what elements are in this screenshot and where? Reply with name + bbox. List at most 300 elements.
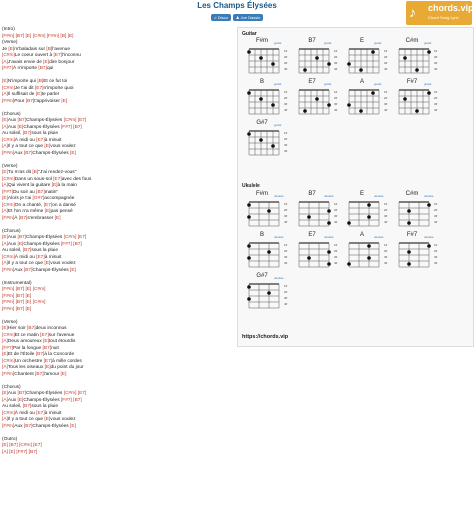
- fret-number: 2fr: [434, 96, 438, 100]
- chord-token[interactable]: [E]: [24, 287, 32, 292]
- chord-token[interactable]: [E]: [2, 391, 8, 396]
- chord-token[interactable]: [B7]: [73, 124, 82, 130]
- chord-token[interactable]: [F#7]: [2, 345, 13, 351]
- chord-diagram[interactable]: [294, 232, 339, 272]
- lyric-text: accompagnée: [44, 196, 75, 201]
- chord-token[interactable]: [B7]: [38, 66, 47, 71]
- chord-token[interactable]: [B7]: [22, 404, 32, 409]
- chord-token[interactable]: [B7]: [36, 189, 45, 195]
- finger-dot: [407, 250, 411, 254]
- chord-token[interactable]: [B]: [46, 46, 53, 52]
- chord-token[interactable]: [E7]: [77, 235, 87, 240]
- chord-token[interactable]: [F#m]: [2, 371, 15, 377]
- chord-diagram[interactable]: [244, 232, 289, 272]
- finger-dot: [327, 262, 331, 266]
- chord-token[interactable]: [E7]: [77, 118, 87, 123]
- chord-token[interactable]: [E7]: [36, 137, 45, 143]
- chord-token[interactable]: [E7]: [36, 254, 45, 260]
- chord-token[interactable]: [F#m]: [2, 215, 15, 221]
- chord-token[interactable]: [E7]: [53, 53, 63, 58]
- chord-token[interactable]: [C#m]: [31, 300, 46, 305]
- chord-token[interactable]: [B]: [37, 79, 44, 84]
- chord-token[interactable]: [E]: [2, 326, 8, 331]
- chord-token[interactable]: [E]: [35, 92, 42, 97]
- fret-number: 3fr: [434, 214, 438, 218]
- chord-token[interactable]: [B7]: [23, 150, 33, 156]
- finger-dot: [371, 91, 375, 95]
- finger-dot: [415, 109, 419, 113]
- chord-token[interactable]: [A]: [2, 209, 8, 214]
- fretboard: [296, 199, 332, 229]
- artist-tag-label: Joe Dassin: [240, 15, 261, 20]
- lyric-text: Champs-Élysées: [23, 241, 61, 247]
- chord-token[interactable]: [F#m]: [2, 423, 15, 429]
- fret-number: 2fr: [384, 96, 388, 100]
- chord-token[interactable]: [E]: [70, 267, 76, 273]
- chord-instrument-link[interactable]: ukulele: [274, 276, 284, 280]
- chord-instrument-link[interactable]: guitar: [274, 123, 282, 127]
- finger-dot: [347, 62, 351, 66]
- fret-number: 2fr: [284, 208, 288, 212]
- chord-token[interactable]: [B7]: [14, 306, 25, 312]
- chord-instrument-link[interactable]: ukulele: [374, 235, 384, 239]
- chord-instrument-link[interactable]: guitar: [424, 82, 432, 86]
- chord-token[interactable]: [B]: [59, 33, 67, 39]
- finger-dot: [247, 50, 251, 54]
- chord-token[interactable]: [E]: [24, 33, 32, 39]
- chord-instrument-link[interactable]: ukulele: [374, 194, 384, 198]
- chord-token[interactable]: [E]: [8, 46, 15, 52]
- chord-token[interactable]: [B7]: [25, 98, 35, 104]
- fret-number: 4fr: [334, 261, 338, 265]
- finger-dot: [367, 244, 371, 248]
- lyric-text: Aux: [7, 118, 18, 123]
- finger-dot: [259, 56, 263, 60]
- lyric-text: vous voulez: [50, 261, 76, 266]
- lyric-text: l'inconnu: [62, 53, 81, 58]
- chord-diagram[interactable]: [294, 38, 339, 78]
- chord-token[interactable]: [F#m]: [2, 300, 15, 305]
- finger-dot: [303, 68, 307, 72]
- chord-instrument-link[interactable]: ukulele: [424, 235, 434, 239]
- chord-diagram[interactable]: [344, 38, 389, 78]
- finger-dot: [367, 256, 371, 260]
- fret-numbers: [384, 242, 388, 266]
- finger-dot: [415, 68, 419, 72]
- lyric-text: Champs-Élysées: [26, 118, 64, 123]
- chord-diagram[interactable]: [244, 273, 289, 313]
- page-header: [0, 0, 474, 26]
- finger-dot: [347, 262, 351, 266]
- chord-token[interactable]: [E7]: [40, 332, 49, 338]
- chord-name: B7: [308, 38, 316, 44]
- chord-token[interactable]: [C#m]: [31, 33, 46, 39]
- chord-token[interactable]: [C#m]: [17, 443, 32, 448]
- fret-number: 3fr: [434, 61, 438, 65]
- chord-token[interactable]: [F#m]: [2, 293, 15, 299]
- lyric-text: Aux: [7, 124, 18, 130]
- lyric-text: l'amour: [43, 371, 61, 377]
- chord-token[interactable]: [C#m]: [63, 235, 77, 240]
- chord-name: C#m: [405, 191, 419, 197]
- chord-token[interactable]: [C#m]: [2, 332, 15, 338]
- fret-number: 3fr: [284, 143, 288, 147]
- lyric-text: on a dansé: [52, 202, 76, 208]
- lyric-text: Qui vivent la guitare: [7, 183, 52, 188]
- lyric-text: sous la pluie: [31, 248, 59, 253]
- chord-token[interactable]: [E]: [17, 397, 24, 403]
- chord-token[interactable]: [C#m]: [2, 358, 15, 364]
- chord-name: E: [359, 38, 364, 44]
- chord-token[interactable]: [E]: [70, 423, 76, 429]
- fretboard: [246, 46, 282, 76]
- finger-dot: [407, 209, 411, 213]
- fret-numbers: [334, 242, 338, 266]
- chord-token[interactable]: [B7]: [18, 215, 28, 221]
- chord-token[interactable]: [E]: [43, 339, 49, 344]
- lyric-text: Du soir au: [12, 189, 37, 195]
- chord-token[interactable]: [A]: [2, 241, 8, 247]
- chord-instrument-link[interactable]: ukulele: [424, 194, 434, 198]
- chord-token[interactable]: [F#m]: [2, 150, 15, 156]
- lyric-text: Un orchestre: [14, 358, 44, 364]
- finger-dot: [327, 62, 331, 66]
- lyric-text: Champs-Élysées: [23, 397, 61, 403]
- lyric-line: [2, 450, 238, 457]
- chord-token[interactable]: [A]: [2, 124, 8, 130]
- fret-number: 2fr: [434, 55, 438, 59]
- chord-name: B: [259, 79, 264, 85]
- lyric-text: Aux: [14, 423, 24, 429]
- lyric-text: Aux: [7, 241, 18, 247]
- chord-token[interactable]: [F#m]: [2, 267, 15, 273]
- chord-token[interactable]: [A]: [2, 59, 8, 65]
- chord-token[interactable]: [E]: [2, 118, 8, 123]
- site-logo[interactable]: [406, 1, 472, 25]
- chord-instrument-link[interactable]: ukulele: [324, 194, 334, 198]
- chord-token[interactable]: [E]: [2, 79, 8, 84]
- finger-dot: [407, 221, 411, 225]
- chord-token[interactable]: [E7]: [34, 85, 44, 91]
- chord-token[interactable]: [B7]: [14, 33, 25, 39]
- chord-diagram[interactable]: [394, 232, 439, 272]
- fret-number: 2fr: [334, 55, 338, 59]
- chord-name: G#7: [256, 120, 268, 126]
- fret-number: 4fr: [434, 261, 438, 265]
- finger-dot: [271, 144, 275, 148]
- guitar-section-title: Guitar: [242, 31, 257, 37]
- chord-diagram[interactable]: [394, 79, 439, 119]
- chord-instrument-link[interactable]: ukulele: [274, 235, 284, 239]
- chord-token[interactable]: [A]: [2, 417, 8, 422]
- chord-token[interactable]: [B]: [32, 170, 39, 175]
- logo-text: chords.vip: [428, 3, 474, 13]
- fret-number: 3fr: [384, 255, 388, 259]
- lyric-text: à minuit: [44, 410, 62, 416]
- chord-token[interactable]: [C#m]: [2, 53, 15, 58]
- chord-token[interactable]: [E]: [61, 98, 68, 104]
- fretboard: [396, 46, 432, 76]
- lyric-text: Aux: [7, 391, 18, 396]
- lyric-text: Tu m'as dit: [7, 170, 33, 175]
- chord-token[interactable]: [E]: [24, 293, 32, 299]
- chord-instrument-link[interactable]: guitar: [274, 82, 282, 86]
- lyric-text: matin": [44, 189, 59, 195]
- lyric-text: (Verse): [2, 40, 18, 45]
- chord-diagram[interactable]: [294, 79, 339, 119]
- fret-number: 1fr: [334, 202, 338, 206]
- chord-diagram[interactable]: [244, 38, 289, 78]
- lyric-text: Champs-Élysées: [26, 235, 64, 240]
- fret-number: 1fr: [284, 49, 288, 53]
- chord-token[interactable]: [B7]: [27, 326, 36, 331]
- lyric-text: Je t'ai dit: [14, 85, 35, 91]
- chord-name: C#m: [405, 38, 419, 44]
- chord-token[interactable]: [E7]: [43, 202, 53, 208]
- chord-token[interactable]: [E]: [2, 443, 8, 448]
- lyric-text: Le coeur ouvert à: [14, 53, 54, 58]
- chord-token[interactable]: [E7]: [43, 358, 53, 364]
- chord-token[interactable]: [A]: [2, 397, 8, 403]
- chord-diagram[interactable]: [394, 38, 439, 78]
- fret-number: 1fr: [334, 243, 338, 247]
- lyric-text: (Outro): [2, 436, 18, 442]
- chord-token[interactable]: [E]: [17, 241, 24, 247]
- chord-token[interactable]: [C#m]: [2, 137, 15, 143]
- chord-token[interactable]: [E]: [44, 261, 51, 266]
- fretboard: [296, 87, 332, 117]
- lyric-text: Et ce fut toi: [43, 79, 68, 84]
- chord-token[interactable]: [E]: [2, 235, 8, 240]
- chord-token[interactable]: [E7]: [77, 391, 87, 396]
- chord-diagram[interactable]: [244, 79, 289, 119]
- chord-token[interactable]: [E]: [24, 300, 32, 305]
- chord-token[interactable]: [E]: [2, 170, 8, 175]
- chord-token[interactable]: [B7]: [27, 449, 38, 455]
- fret-number: 1fr: [434, 202, 438, 206]
- lyric-text: Il suffisait de: [7, 92, 36, 97]
- chord-token[interactable]: [E]: [2, 196, 8, 201]
- chord-diagram[interactable]: [294, 191, 339, 231]
- chord-token[interactable]: [C#m]: [63, 391, 77, 396]
- chord-token[interactable]: [E7]: [36, 410, 45, 416]
- chord-instrument-link[interactable]: guitar: [374, 41, 382, 45]
- chord-token[interactable]: [E]: [44, 144, 51, 149]
- chord-token[interactable]: [B7]: [23, 267, 33, 273]
- chord-token[interactable]: [E]: [44, 365, 51, 370]
- site-url[interactable]: https://chords.vip: [242, 334, 289, 340]
- finger-dot: [271, 103, 275, 107]
- chord-token[interactable]: [C#m]: [31, 287, 46, 292]
- chord-token[interactable]: [F#7]: [60, 124, 72, 130]
- chord-token[interactable]: [B7]: [17, 391, 27, 396]
- fretboard: [346, 46, 382, 76]
- fret-number: 1fr: [284, 243, 288, 247]
- lyric-text: l'avenue: [52, 46, 71, 52]
- chord-name: G#7: [256, 273, 268, 279]
- chord-token[interactable]: [A]: [2, 449, 8, 455]
- chord-token[interactable]: [E]: [60, 371, 67, 377]
- fret-number: 1fr: [434, 243, 438, 247]
- lyric-text: Champs-Élysées: [32, 150, 71, 156]
- chord-token[interactable]: [A]: [2, 92, 8, 97]
- chord-token[interactable]: [A]: [2, 183, 8, 188]
- chord-diagram[interactable]: [344, 79, 389, 119]
- lyric-text: Et ce matin: [14, 332, 41, 338]
- fret-number: 4fr: [384, 261, 388, 265]
- chord-token[interactable]: [B7]: [7, 443, 18, 448]
- finger-dot: [259, 138, 263, 142]
- finger-dot: [247, 297, 251, 301]
- lyric-text: deux inconnus: [35, 326, 67, 331]
- chord-token[interactable]: [F#7]: [15, 449, 28, 455]
- chord-token[interactable]: [B7]: [73, 397, 82, 403]
- chord-token[interactable]: [A]: [2, 339, 8, 344]
- fret-number: 1fr: [434, 49, 438, 53]
- chord-token[interactable]: [B7]: [22, 248, 32, 253]
- lyric-text: Dans un sous-sol: [14, 176, 54, 182]
- lyric-text: tout étourdis: [48, 339, 76, 344]
- chord-instrument-link[interactable]: ukulele: [324, 235, 334, 239]
- chord-token[interactable]: [F#m]: [45, 33, 60, 39]
- chord-diagram[interactable]: [344, 191, 389, 231]
- fret-number: 1fr: [284, 284, 288, 288]
- chord-token[interactable]: [B7]: [73, 241, 82, 247]
- fret-number: 4fr: [284, 67, 288, 71]
- fret-number: 1fr: [284, 90, 288, 94]
- chord-instrument-link[interactable]: guitar: [324, 82, 332, 86]
- lyric-text: Champs-Élysées: [32, 267, 71, 273]
- chord-token[interactable]: [F#7]: [60, 397, 72, 403]
- fret-number: 4fr: [284, 149, 288, 153]
- chord-diagram[interactable]: [394, 191, 439, 231]
- fret-number: 4fr: [384, 220, 388, 224]
- fret-numbers: [384, 201, 388, 225]
- guitar-icon: ♪: [409, 4, 416, 20]
- chord-token[interactable]: [F#m]: [2, 98, 15, 104]
- fret-numbers: [434, 242, 438, 266]
- fret-numbers: [284, 242, 288, 266]
- finger-dot: [247, 256, 251, 260]
- chord-instrument-link[interactable]: guitar: [374, 82, 382, 86]
- lyric-text: Par la longue: [12, 345, 43, 351]
- lyric-text: (Intro): [2, 27, 15, 32]
- chord-token[interactable]: [E]: [7, 449, 16, 455]
- chord-token[interactable]: [B7]: [35, 352, 45, 357]
- finger-dot: [307, 215, 311, 219]
- chord-token[interactable]: [A]: [2, 365, 8, 370]
- chord-token[interactable]: [C#m]: [2, 85, 15, 91]
- chord-token[interactable]: [B7]: [14, 300, 25, 305]
- chord-token[interactable]: [C#m]: [63, 118, 77, 123]
- chord-token[interactable]: [F#7]: [2, 66, 13, 71]
- fret-number: 2fr: [284, 290, 288, 294]
- chord-token[interactable]: [C#m]: [2, 410, 15, 416]
- chord-token[interactable]: [E]: [66, 33, 74, 39]
- chord-name: E: [359, 191, 364, 197]
- chord-token[interactable]: [E]: [43, 59, 50, 65]
- fret-number: 4fr: [384, 108, 388, 112]
- chord-token[interactable]: [F#7]: [2, 189, 13, 195]
- lyric-text: À midi ou: [14, 410, 37, 416]
- chord-token[interactable]: [F#m]: [2, 306, 15, 312]
- lyric-text: N'importe qui: [7, 79, 38, 84]
- chord-token[interactable]: [B7]: [17, 118, 27, 123]
- lyric-text: sous la pluie: [31, 404, 59, 409]
- fret-numbers: [384, 48, 388, 72]
- chord-token[interactable]: [E7]: [31, 443, 42, 448]
- fretboard: [246, 128, 282, 158]
- fret-number: 3fr: [284, 102, 288, 106]
- chord-token[interactable]: [B7]: [35, 371, 44, 377]
- fret-number: 4fr: [384, 67, 388, 71]
- finger-dot: [347, 221, 351, 225]
- chord-token[interactable]: [E]: [51, 183, 58, 188]
- genre-tag[interactable]: ♫ Disco: [211, 14, 231, 21]
- chord-token[interactable]: [G#7]: [32, 196, 45, 201]
- chord-token[interactable]: [E]: [2, 352, 8, 357]
- chord-instrument-link[interactable]: guitar: [424, 41, 432, 45]
- lyric-text: Aux: [7, 397, 18, 403]
- chord-diagram[interactable]: [244, 191, 289, 231]
- chord-token[interactable]: [C#m]: [2, 176, 15, 182]
- fretboard: [296, 46, 332, 76]
- artist-tag[interactable]: ♟ Joe Dassin: [233, 14, 264, 21]
- fret-numbers: [284, 130, 288, 154]
- chord-token[interactable]: [F#m]: [2, 287, 15, 292]
- finger-dot: [267, 291, 271, 295]
- lyric-text: Hier soir: [7, 326, 28, 331]
- fretboard: [296, 240, 332, 270]
- chord-token[interactable]: [A]: [2, 261, 8, 266]
- chord-token[interactable]: [E7]: [53, 176, 62, 182]
- chord-token[interactable]: [B7]: [14, 287, 25, 292]
- chord-token[interactable]: [E]: [24, 306, 32, 312]
- chord-token[interactable]: [C#m]: [2, 254, 15, 260]
- chord-diagram[interactable]: [244, 120, 289, 160]
- chord-token[interactable]: [E]: [44, 209, 51, 214]
- chord-token[interactable]: [A]: [2, 144, 8, 149]
- chord-token[interactable]: [B7]: [14, 293, 25, 299]
- fret-number: 1fr: [384, 90, 388, 94]
- chord-token[interactable]: [B7]: [42, 345, 52, 351]
- lyric-text: Je: [2, 46, 9, 52]
- fret-number: 3fr: [334, 214, 338, 218]
- chord-token[interactable]: [C#m]: [2, 202, 15, 208]
- lyric-text: Au soleil,: [2, 131, 23, 136]
- fretboard: [396, 199, 432, 229]
- chord-token[interactable]: [F#m]: [2, 33, 15, 39]
- finger-dot: [303, 109, 307, 113]
- finger-dot: [271, 62, 275, 66]
- chord-token[interactable]: [E]: [44, 417, 51, 422]
- chord-token[interactable]: [F#7]: [60, 241, 72, 247]
- chord-token[interactable]: [B7]: [22, 131, 32, 136]
- chord-instrument-link[interactable]: ukulele: [274, 194, 284, 198]
- chord-token[interactable]: [E]: [70, 150, 76, 156]
- chord-diagram[interactable]: [344, 232, 389, 272]
- chord-token[interactable]: [B7]: [17, 235, 27, 240]
- chord-token[interactable]: [E]: [17, 124, 24, 130]
- chord-token[interactable]: [B7]: [23, 423, 33, 429]
- chord-instrument-link[interactable]: guitar: [324, 41, 332, 45]
- song-title: Les Champs Élysées: [197, 1, 277, 10]
- chord-token[interactable]: [E]: [54, 215, 61, 221]
- lyric-text: Chantent: [14, 371, 36, 377]
- lyric-text: (Instrumental): [2, 280, 32, 286]
- lyric-text: Au soleil,: [2, 404, 23, 409]
- chord-instrument-link[interactable]: guitar: [274, 41, 282, 45]
